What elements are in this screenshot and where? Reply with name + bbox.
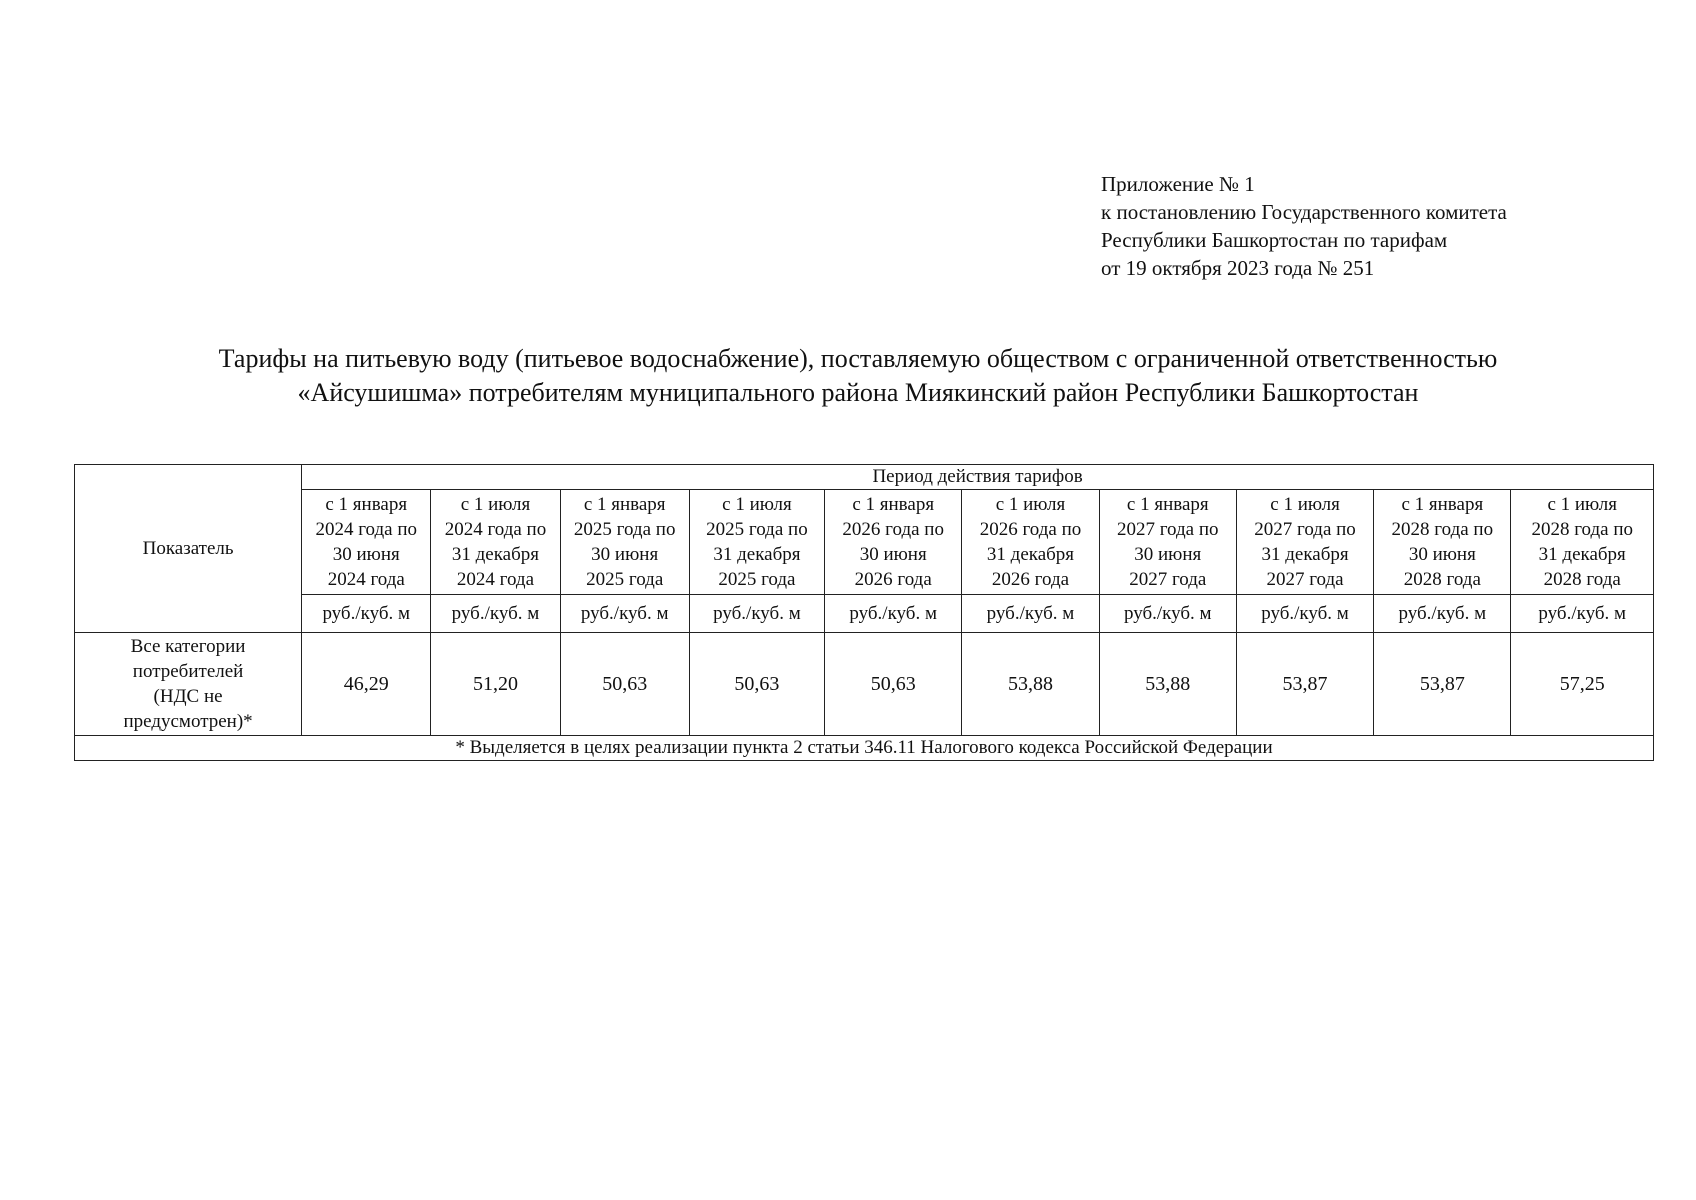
unit-cell: руб./куб. м (1099, 595, 1236, 633)
period-line: 2026 года по (979, 519, 1082, 540)
unit-cell: руб./куб. м (302, 595, 431, 633)
period-line: 2026 года (854, 569, 932, 590)
period-cell (1099, 490, 1236, 595)
period-line: 2028 года (1543, 569, 1621, 590)
unit-row (75, 595, 1654, 633)
period-line: 2024 года по (444, 519, 547, 540)
period-line: с 1 июля (722, 494, 792, 515)
period-line: 2026 года по (842, 519, 944, 540)
title-line: «Айсушишма» потребителям муниципального района Миякинский район Республики Башкортостан (297, 378, 1419, 407)
period-cell (825, 490, 962, 595)
tariff-table (74, 464, 1654, 761)
period-cell (1374, 490, 1511, 595)
tariff-value: 50,63 (689, 633, 824, 736)
unit-cell: руб./куб. м (689, 595, 824, 633)
period-line: с 1 января (852, 494, 935, 515)
period-line: 2026 года (991, 569, 1070, 590)
unit-cell: руб./куб. м (1374, 595, 1511, 633)
table-row (75, 633, 1654, 736)
period-line: с 1 июля (460, 494, 531, 515)
period-line: с 1 июля (1270, 494, 1340, 515)
appendix-line: от 19 октября 2023 года № 251 (1101, 256, 1375, 280)
tariff-value: 53,88 (1099, 633, 1236, 736)
period-line: 30 июня (332, 544, 400, 565)
period-line: 31 декабря (713, 544, 801, 565)
period-line: с 1 января (325, 494, 408, 515)
appendix-block (1101, 170, 1507, 282)
period-cell (431, 490, 560, 595)
period-line: с 1 июля (995, 494, 1066, 515)
tariff-value: 53,87 (1374, 633, 1511, 736)
tariff-value: 53,88 (962, 633, 1099, 736)
period-line: 2024 года (456, 569, 535, 590)
tariff-value: 53,87 (1236, 633, 1373, 736)
period-line: 30 июня (1134, 544, 1202, 565)
unit-cell: руб./куб. м (560, 595, 689, 633)
tariff-value: 51,20 (431, 633, 560, 736)
period-line: 30 июня (859, 544, 927, 565)
row-label-line: потребителей (132, 661, 244, 682)
period-cell (689, 490, 824, 595)
period-cell (1511, 490, 1654, 595)
period-line: 31 декабря (1538, 544, 1626, 565)
period-line: 31 декабря (1261, 544, 1349, 565)
row-label-line: Все категории (130, 636, 246, 657)
period-line: 2024 года (327, 569, 405, 590)
row-label-line: (НДС не (153, 686, 223, 707)
period-line: с 1 января (1126, 494, 1209, 515)
period-line: 2025 года (718, 569, 796, 590)
unit-cell: руб./куб. м (825, 595, 962, 633)
period-line: с 1 января (1401, 494, 1484, 515)
appendix-line: Приложение № 1 (1101, 172, 1255, 196)
period-line: 30 июня (591, 544, 659, 565)
unit-cell: руб./куб. м (1236, 595, 1373, 633)
tariff-value: 57,25 (1511, 633, 1654, 736)
period-line: 30 июня (1408, 544, 1476, 565)
period-line: 2028 года по (1531, 519, 1633, 540)
unit-cell: руб./куб. м (962, 595, 1099, 633)
period-line: 2027 года по (1254, 519, 1356, 540)
unit-cell: руб./куб. м (1511, 595, 1654, 633)
unit-cell: руб./куб. м (431, 595, 560, 633)
table-header-row (75, 465, 1654, 490)
appendix-line: Республики Башкортостан по тарифам (1101, 228, 1448, 252)
period-line: с 1 июля (1547, 494, 1617, 515)
period-line: 2024 года по (315, 519, 418, 540)
footnote-row (75, 736, 1654, 761)
period-line: 2027 года (1266, 569, 1344, 590)
period-row (75, 490, 1654, 595)
period-line: 2025 года по (706, 519, 808, 540)
period-line: 2028 года (1403, 569, 1481, 590)
title-line: Тарифы на питьевую воду (питьевое водоснабжение), поставляемую обществом с ограниченной ответственностью (218, 344, 1498, 373)
period-cell (302, 490, 431, 595)
row-label (75, 633, 302, 736)
footnote: * Выделяется в целях реализации пункта 2 статьи 346.11 Налогового кодекса Российской Федерации (75, 736, 1654, 761)
appendix-line: к постановлению Государственного комитета (1101, 200, 1507, 224)
indicator-header: Показатель (75, 465, 302, 633)
tariff-value: 50,63 (560, 633, 689, 736)
document-title (120, 342, 1596, 410)
period-line: 2027 года по (1116, 519, 1219, 540)
period-line: с 1 января (583, 494, 666, 515)
period-cell (1236, 490, 1373, 595)
period-line: 2027 года (1129, 569, 1207, 590)
period-cell (560, 490, 689, 595)
tariff-value: 50,63 (825, 633, 962, 736)
tariff-value: 46,29 (302, 633, 431, 736)
period-line: 2025 года по (573, 519, 676, 540)
period-line: 31 декабря (451, 544, 540, 565)
row-label-line: предусмотрен)* (123, 711, 253, 732)
period-header: Период действия тарифов (302, 465, 1654, 490)
period-line: 2028 года по (1391, 519, 1494, 540)
period-cell (962, 490, 1099, 595)
period-line: 31 декабря (986, 544, 1075, 565)
period-line: 2025 года (586, 569, 664, 590)
